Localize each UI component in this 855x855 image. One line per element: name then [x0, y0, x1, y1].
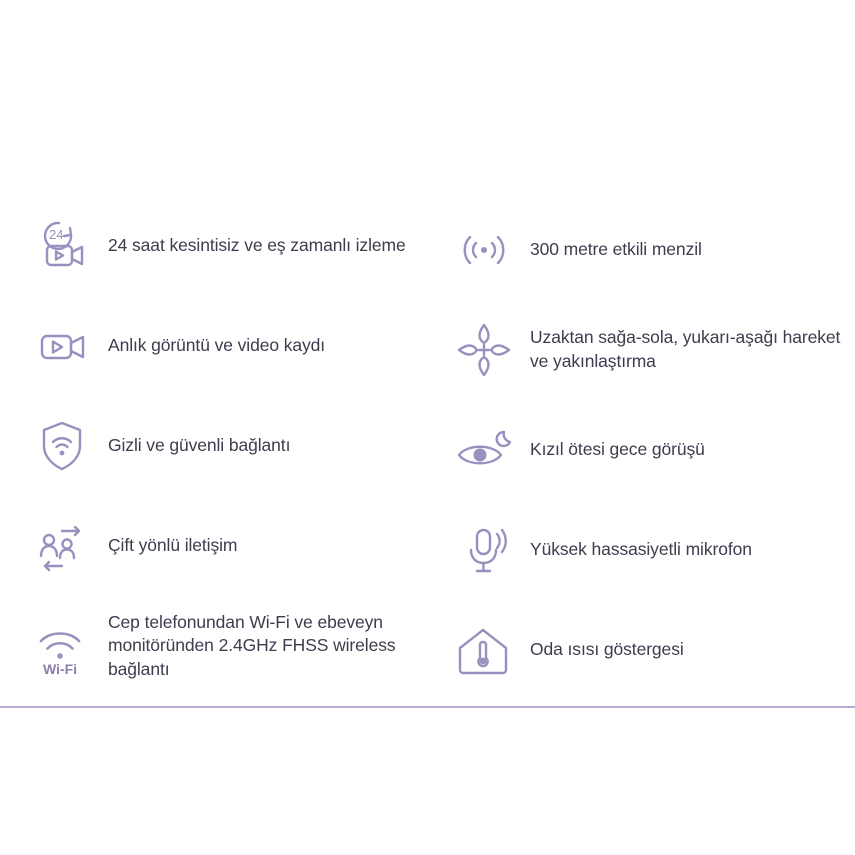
- feature-label: Cep telefonundan Wi-Fi ve ebeveyn monitöründen 2.4GHz FHSS wireless bağlantı: [108, 611, 396, 679]
- 24-hour-camera-icon: [20, 204, 104, 288]
- feature-label: Çift yönlü iletişim: [108, 535, 238, 556]
- feature-label: Anlık görüntü ve video kaydı: [108, 335, 326, 356]
- night-vision-eye-icon: [442, 408, 526, 492]
- feature-label: Kızıl ötesi gece görüşü: [530, 439, 705, 460]
- feature-item: [442, 400, 855, 500]
- microphone-icon: [442, 508, 526, 592]
- feature-label: Yüksek hassasiyetli mikrofon: [530, 539, 752, 560]
- shield-wifi-icon: [20, 404, 104, 488]
- feature-item: [20, 196, 432, 296]
- feature-item: [20, 496, 432, 596]
- feature-label: 24 saat kesintisiz ve eş zamanlı izleme: [108, 235, 406, 256]
- room-temperature-house-icon: [442, 608, 526, 692]
- feature-label: Uzaktan sağa-sola, yukarı-aşağı hareket ve yakınlaştırma: [530, 327, 841, 371]
- svg-text:24: 24: [49, 227, 64, 242]
- feature-item: [442, 600, 855, 700]
- video-camera-play-icon: [20, 304, 104, 388]
- feature-item: [442, 500, 855, 600]
- feature-item: [442, 300, 855, 400]
- section-divider: [0, 706, 855, 708]
- feature-label: 300 metre etkili menzil: [530, 239, 702, 260]
- feature-label: Gizli ve güvenli bağlantı: [108, 435, 291, 456]
- features-column-left: [0, 196, 432, 700]
- features-column-right: [432, 196, 855, 700]
- signal-range-icon: [442, 208, 526, 292]
- feature-item: [20, 596, 432, 696]
- feature-label: Oda ısısı göstergesi: [530, 639, 684, 660]
- feature-item: [20, 296, 432, 396]
- wifi-label: Wi-Fi: [42, 661, 78, 677]
- feature-item: [20, 396, 432, 496]
- features-grid: [0, 196, 855, 700]
- two-way-communication-icon: [20, 504, 104, 588]
- feature-item: [442, 200, 855, 300]
- wifi-signal-icon: [20, 604, 104, 688]
- pan-tilt-zoom-arrows-icon: [442, 308, 526, 392]
